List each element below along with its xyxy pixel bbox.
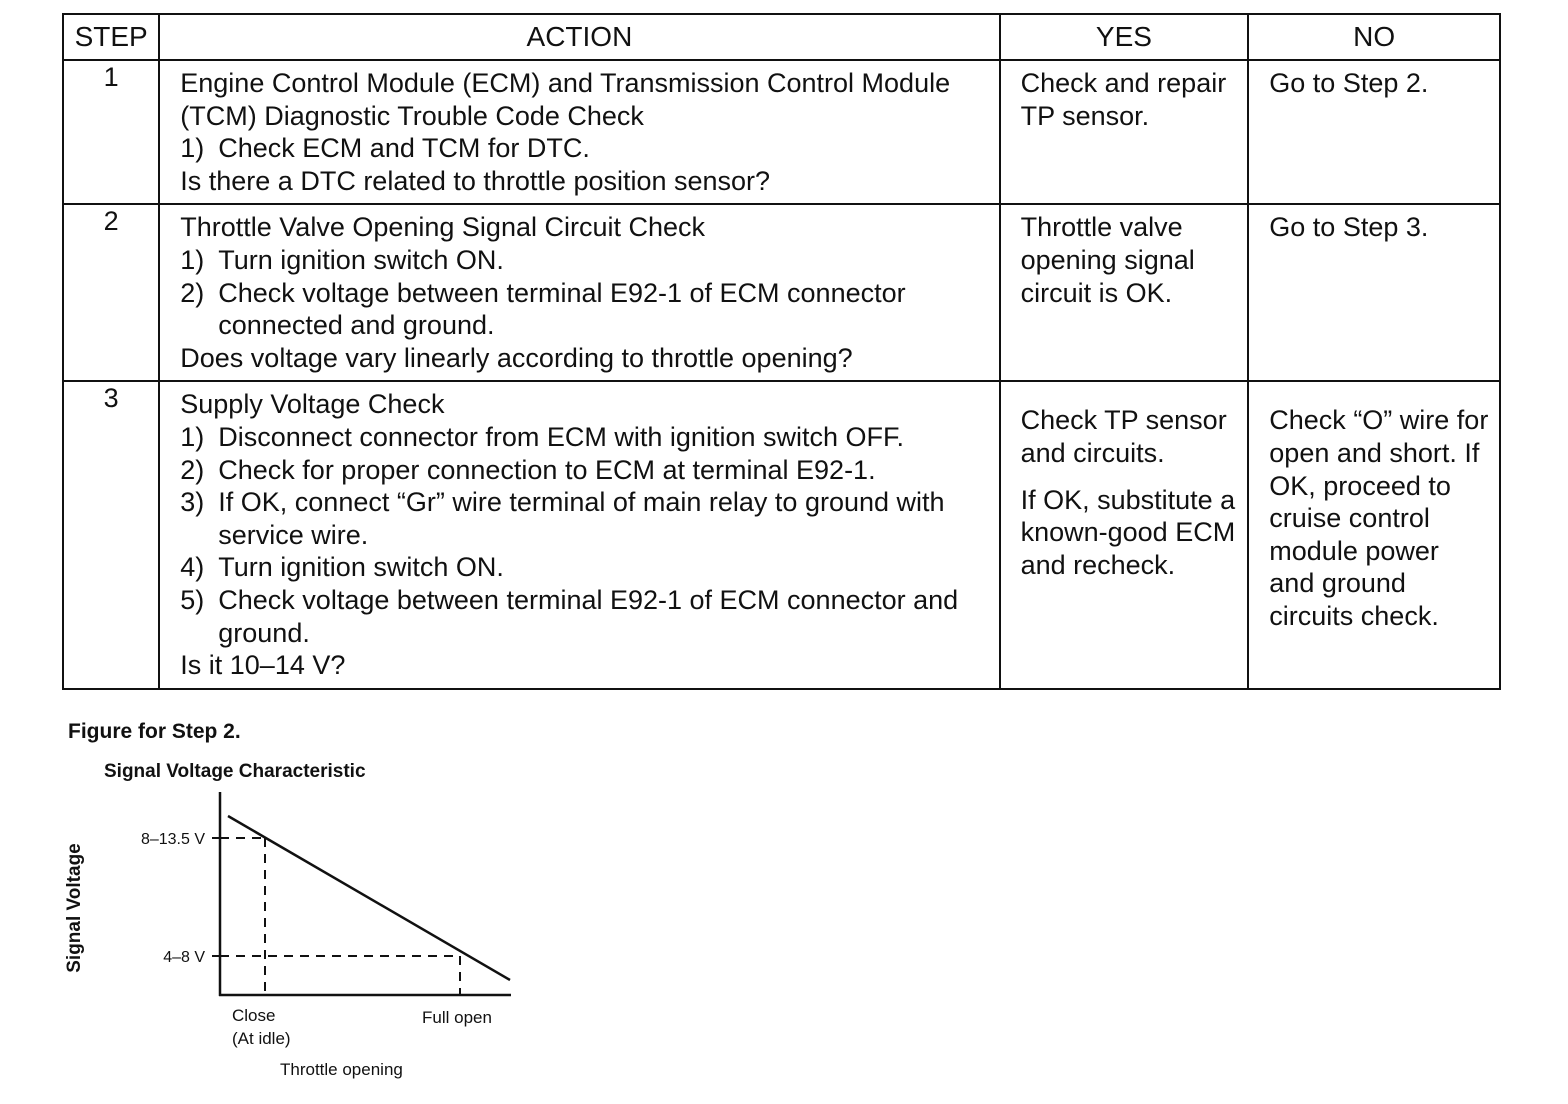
x-tick-label-full-open: Full open <box>422 1008 492 1027</box>
yes-text: If OK, substitute a known-good ECM and recheck. <box>1020 484 1236 580</box>
action-question: Does voltage vary linearly according to throttle opening? <box>180 342 853 373</box>
action-item-text: Check ECM and TCM for DTC. <box>218 133 590 164</box>
figure-caption: Figure for Step 2. <box>68 720 241 743</box>
no-text: Check “O” wire for open and short. If OK, proceed to cruise control module power and ground circuits check. <box>1269 405 1489 631</box>
yes-text: Throttle valve opening signal circuit is OK. <box>1020 212 1195 308</box>
action-item <box>180 421 990 454</box>
no-text: Go to Step 2. <box>1269 68 1429 98</box>
header-action: ACTION <box>159 14 999 60</box>
header-no: NO <box>1248 14 1500 60</box>
action-item-text: If OK, connect “Gr” wire terminal of main relay to ground with service wire. <box>218 487 945 550</box>
step-number: 1 <box>63 60 159 204</box>
action-item-number: 5) <box>180 584 205 615</box>
yes-cell <box>1000 204 1249 381</box>
action-item-text: Disconnect connector from ECM with ignition switch OFF. <box>218 421 904 452</box>
action-item-text: Turn ignition switch ON. <box>218 552 504 583</box>
no-text: Go to Step 3. <box>1269 212 1429 243</box>
no-cell <box>1248 381 1500 688</box>
y-tick-label-high: 8–13.5 V <box>140 831 205 848</box>
action-item-text: Turn ignition switch ON. <box>218 244 504 275</box>
no-cell <box>1248 60 1500 204</box>
y-tick-label-low: 4–8 V <box>163 949 205 966</box>
action-item-number: 1) <box>180 421 205 452</box>
action-item-number: 1) <box>180 133 205 164</box>
yes-text: Check TP sensor and circuits. <box>1020 405 1227 468</box>
action-title: Supply Voltage Check <box>180 389 445 420</box>
action-item <box>180 584 990 649</box>
action-title: Engine Control Module (ECM) and Transmission Control Module (TCM) Diagnostic Trouble Code Check <box>180 68 951 131</box>
header-step: STEP <box>63 14 159 60</box>
action-item <box>180 454 990 487</box>
step-number: 3 <box>63 381 159 688</box>
table-row <box>63 204 1500 381</box>
yes-cell <box>1000 381 1249 688</box>
table-row <box>63 381 1500 688</box>
header-yes: YES <box>1000 14 1249 60</box>
yes-cell <box>1000 60 1249 204</box>
action-item-number: 4) <box>180 552 205 583</box>
signal-voltage-chart <box>40 750 540 1090</box>
action-question: Is there a DTC related to throttle position sensor? <box>180 165 771 196</box>
x-tick-sublabel-idle: (At idle) <box>232 1029 291 1048</box>
action-item-number: 1) <box>180 244 205 275</box>
action-item <box>180 244 990 277</box>
table-row <box>63 60 1500 204</box>
chart-title: Signal Voltage Characteristic <box>104 761 366 782</box>
yes-text: Check and repair TP sensor. <box>1020 68 1227 131</box>
action-cell <box>159 204 999 381</box>
action-item-number: 2) <box>180 277 205 308</box>
action-item-number: 3) <box>180 487 205 518</box>
step-number: 2 <box>63 204 159 381</box>
action-item <box>180 551 990 584</box>
action-title: Throttle Valve Opening Signal Circuit Check <box>180 212 706 243</box>
action-item-text: Check voltage between terminal E92-1 of ECM connector and ground. <box>218 584 959 648</box>
diagnostic-table <box>62 13 1501 690</box>
x-tick-label-close: Close <box>232 1006 276 1025</box>
action-item <box>180 277 990 342</box>
action-item-text: Check voltage between terminal E92-1 of ECM connector connected and ground. <box>218 277 906 341</box>
table-header-row <box>63 14 1500 60</box>
action-question: Is it 10–14 V? <box>180 650 346 681</box>
no-cell <box>1248 204 1500 381</box>
x-axis-label: Throttle opening <box>280 1060 403 1079</box>
action-cell <box>159 60 999 204</box>
action-item <box>180 132 990 165</box>
y-axis-label: Signal Voltage <box>64 843 85 973</box>
action-item <box>180 486 990 551</box>
action-cell <box>159 381 999 688</box>
action-item-number: 2) <box>180 454 205 485</box>
action-item-text: Check for proper connection to ECM at terminal E92-1. <box>218 454 876 485</box>
